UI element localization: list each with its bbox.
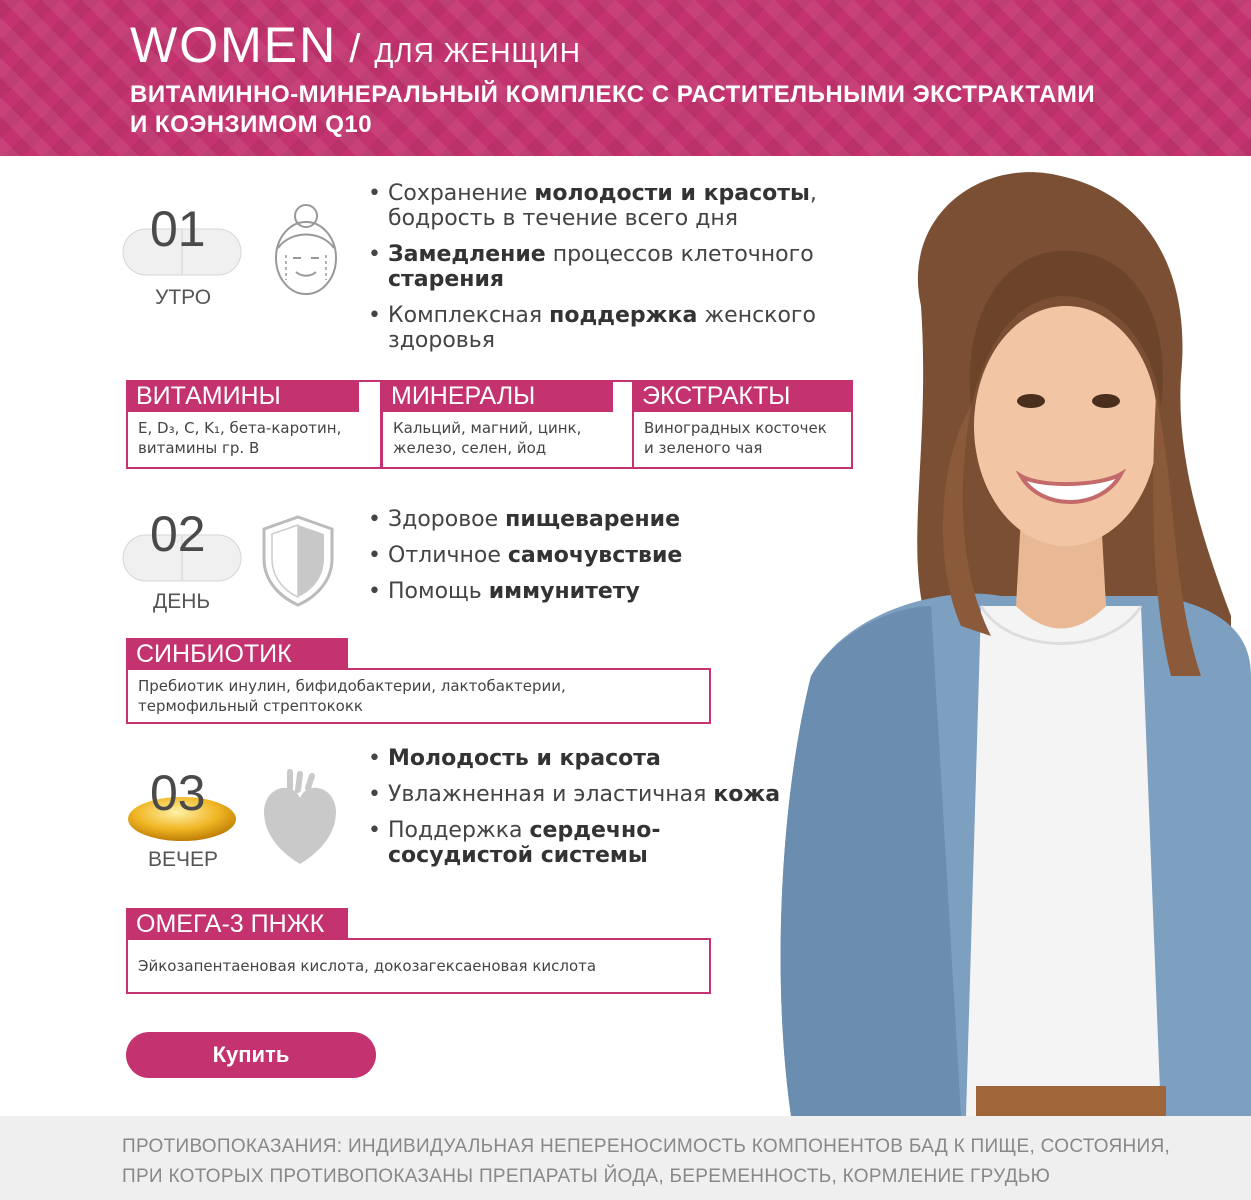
footer-line-2: ПРИ КОТОРЫХ ПРОТИВОПОКАЗАНЫ ПРЕПАРАТЫ ЙОДА, БЕРЕМЕННОСТЬ, КОРМЛЕНИЕ ГРУДЬЮ	[122, 1166, 1051, 1187]
benefit-item: • Поддержка сердечно-сосудистой системы	[368, 818, 788, 868]
step-number: 03	[150, 765, 206, 821]
brand-separator: /	[349, 27, 361, 71]
step-time-label: ВЕЧЕР	[148, 848, 219, 871]
step-time-label: УТРО	[155, 286, 212, 309]
benefit-item: • Отличное самочувствие	[368, 543, 788, 568]
subtitle-line-1: ВИТАМИННО-МИНЕРАЛЬНЫЙ КОМПЛЕКС С РАСТИТЕЛЬНЫМИ ЭКСТРАКТАМИ	[130, 81, 1096, 108]
heart-icon	[260, 768, 340, 868]
benefit-list	[368, 507, 788, 615]
shield-icon	[262, 515, 334, 607]
ingredient-text: E, D₃, C, K₁, бета-каротин, витамины гр. B	[138, 419, 342, 457]
ingredient-box-omega	[126, 910, 711, 994]
ingredient-title: ЭКСТРАКТЫ	[632, 380, 853, 412]
benefit-item: • Помощь иммунитету	[368, 579, 788, 604]
subtitle-line-2: И КОЭНЗИМОМ Q10	[130, 111, 373, 138]
product-subtitle	[130, 80, 1190, 140]
ingredient-title: СИНБИОТИК	[126, 638, 348, 670]
ingredient-title: ОМЕГА-3 ПНЖК	[126, 908, 348, 940]
step-time-label: ДЕНЬ	[153, 590, 211, 613]
buy-button[interactable]: Купить	[126, 1032, 376, 1078]
benefit-item: • Сохранение молодости и красоты, бодрость в течение всего дня	[368, 181, 818, 231]
benefit-list	[368, 746, 788, 879]
brand-subtitle: ДЛЯ ЖЕНЩИН	[374, 37, 582, 68]
ingredient-box-vitamins	[126, 380, 382, 469]
ingredient-box-minerals	[381, 380, 634, 469]
header-banner	[0, 0, 1251, 156]
benefit-item: • Замедление процессов клеточного старения	[368, 242, 818, 292]
contraindications-text	[122, 1132, 1222, 1192]
step-number: 01	[150, 201, 206, 257]
ingredient-box-synbiotic	[126, 640, 711, 724]
benefit-list	[368, 181, 818, 364]
ingredient-title: ВИТАМИНЫ	[126, 380, 359, 412]
benefit-item: • Увлажненная и эластичная кожа	[368, 782, 788, 807]
benefit-item: • Здоровое пищеварение	[368, 507, 788, 532]
ingredient-text: Виноградных косточек и зеленого чая	[644, 419, 827, 457]
face-icon	[266, 200, 346, 300]
brand-title	[130, 16, 581, 74]
ingredient-box-extracts	[632, 380, 853, 469]
contraindications-footer	[0, 1116, 1251, 1200]
step-number: 02	[150, 506, 206, 562]
ingredient-text: Пребиотик инулин, бифидобактерии, лактобактерии, термофильный стрептококк	[138, 677, 566, 715]
ingredient-title: МИНЕРАЛЫ	[381, 380, 613, 412]
benefit-item: • Молодость и красота	[368, 746, 788, 771]
brand-name: WOMEN	[130, 17, 338, 73]
ingredient-text: Эйкозапентаеновая кислота, докозагексаеновая кислота	[138, 957, 597, 975]
footer-line-1: ПРОТИВОПОКАЗАНИЯ: ИНДИВИДУАЛЬНАЯ НЕПЕРЕНОСИМОСТЬ КОМПОНЕНТОВ БАД К ПИЩЕ, СОСТОЯНИЯ,	[122, 1136, 1171, 1157]
ingredient-text: Кальций, магний, цинк, железо, селен, йод	[393, 419, 582, 457]
benefit-item: • Комплексная поддержка женского здоровья	[368, 303, 818, 353]
